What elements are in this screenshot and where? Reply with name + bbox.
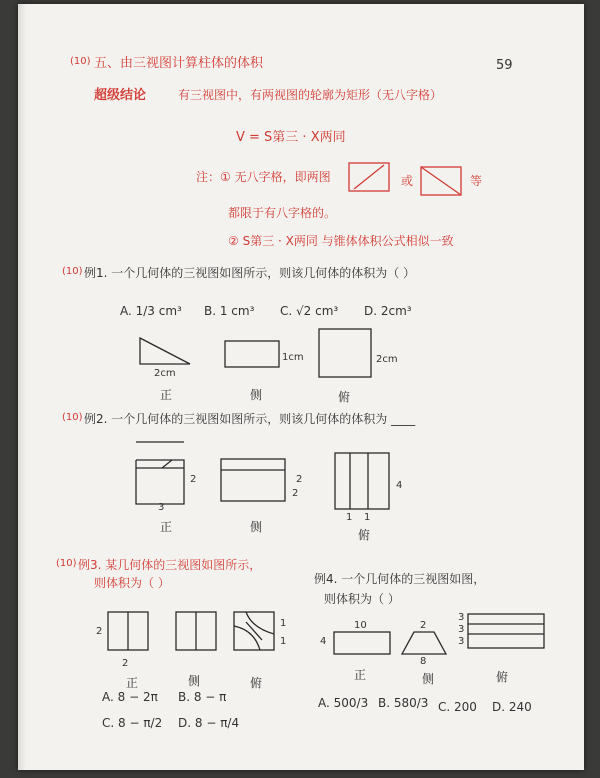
page-edge-shadow: [18, 4, 26, 770]
ex3-side-view: [174, 610, 222, 656]
section-tag: (10): [70, 56, 91, 67]
ex2-front-width: 3: [158, 502, 165, 513]
ex3-top-view: [232, 610, 287, 656]
ex1-option-d: D. 2cm³: [364, 304, 412, 318]
ex2-top-label: 俯: [358, 528, 371, 542]
ex4-option-a: A. 500/3: [318, 696, 369, 710]
ex3-option-b: B. 8 − π: [178, 690, 227, 704]
ex1-option-b: B. 1 cm³: [204, 304, 255, 318]
ex3-front-view: [104, 610, 154, 656]
ex4-option-b: B. 580/3: [378, 696, 429, 710]
ex1-front-label: 正: [160, 388, 173, 402]
ex4-top-dim-3: 3: [458, 636, 465, 647]
page-number: 59: [496, 58, 513, 73]
summary-text: 有三视图中，有两视图的轮廓为矩形（无八字格）: [178, 88, 443, 102]
ex1-tag: (10): [62, 266, 83, 277]
ex3-front-height: 2: [96, 626, 103, 637]
ex1-side-label: 侧: [250, 388, 263, 402]
ex2-top-tick-2: 1: [364, 512, 371, 523]
note2-text: ② S第三 · X两同 与锥体体积公式相似一致: [228, 234, 454, 248]
ex3-option-d: D. 8 − π/4: [178, 716, 240, 730]
ex4-top-label: 俯: [496, 670, 509, 684]
ex4-question-line2: 则体积为（ ）: [324, 592, 400, 606]
ex2-side-top-mark: 2: [296, 474, 303, 485]
notebook-page: [18, 4, 584, 770]
ex1-top-label: 俯: [338, 390, 351, 404]
ex3-tag: (10): [56, 558, 77, 569]
rect-diagonal-figure-1: [348, 162, 392, 194]
ex4-top-view: [466, 612, 550, 652]
ex2-top-height: 4: [396, 480, 403, 491]
ex2-front-view: [132, 440, 196, 508]
ex2-front-height: 2: [190, 474, 197, 485]
ex1-top-height: 2cm: [376, 354, 398, 365]
ex1-question: 例1. 一个几何体的三视图如图所示，则该几何体的体积为（ ）: [84, 266, 416, 280]
ex1-option-a: A. 1/3 cm³: [120, 304, 182, 318]
ex3-side-h2: 1: [280, 636, 287, 647]
section-title: 五、由三视图计算柱体的体积: [94, 56, 264, 71]
ex4-front-top: 10: [354, 620, 367, 631]
ex4-front-label: 正: [354, 668, 367, 682]
ex3-side-label: 侧: [188, 674, 201, 688]
ex3-option-c: C. 8 − π/2: [102, 716, 163, 730]
ex4-side-bottom: 8: [420, 656, 427, 667]
note1-tail: 等: [470, 174, 483, 188]
ex3-question-line1: 例3. 某几何体的三视图如图所示，: [78, 558, 262, 572]
ex4-side-top: 2: [420, 620, 427, 631]
summary-label: 超级结论: [94, 88, 147, 103]
ex4-front-left: 4: [320, 636, 327, 647]
ex4-top-dim-2: 3: [458, 624, 465, 635]
note1-or: 或: [401, 174, 414, 188]
note1-text: 注：① 无八字格，即两图: [196, 170, 331, 184]
ex4-option-c: C. 200: [438, 700, 477, 714]
ex2-front-label: 正: [160, 520, 173, 534]
ex1-side-view-rect: [224, 340, 284, 372]
ex1-front-view-triangle: [138, 334, 198, 368]
ex4-option-d: D. 240: [492, 700, 532, 714]
ex3-side-h1: 1: [280, 618, 287, 629]
ex1-option-c: C. √2 cm³: [280, 304, 339, 318]
ex3-front-width: 2: [122, 658, 129, 669]
ex1-side-height: 1cm: [282, 352, 304, 363]
ex1-front-width: 2cm: [154, 368, 176, 379]
note1-continued: 都限于有八字格的。: [228, 206, 337, 220]
ex1-top-view-square: [318, 328, 374, 380]
ex2-top-view: [334, 452, 396, 514]
rect-diagonal-figure-2: [420, 166, 464, 198]
ex2-side-view: [220, 458, 292, 506]
ex4-question-line1: 例4. 一个几何体的三视图如图，: [314, 572, 486, 586]
ex4-top-dim-1: 3: [458, 612, 465, 623]
ex4-side-label: 侧: [422, 672, 435, 686]
ex2-question: 例2. 一个几何体的三视图如图所示，则该几何体的体积为 ____: [84, 412, 416, 426]
ex3-option-a: A. 8 − 2π: [102, 690, 158, 704]
ex4-front-view: [332, 630, 396, 660]
summary-formula: V = S第三 · X两同: [236, 130, 346, 145]
ex3-top-label: 俯: [250, 676, 263, 690]
ex3-front-label: 正: [126, 676, 139, 690]
ex2-side-label: 侧: [250, 520, 263, 534]
ex2-tag: (10): [62, 412, 83, 423]
ex2-top-tick-1: 1: [346, 512, 353, 523]
ex2-side-height: 2: [292, 488, 299, 499]
ex3-question-line2: 则体积为（ ）: [94, 576, 170, 590]
